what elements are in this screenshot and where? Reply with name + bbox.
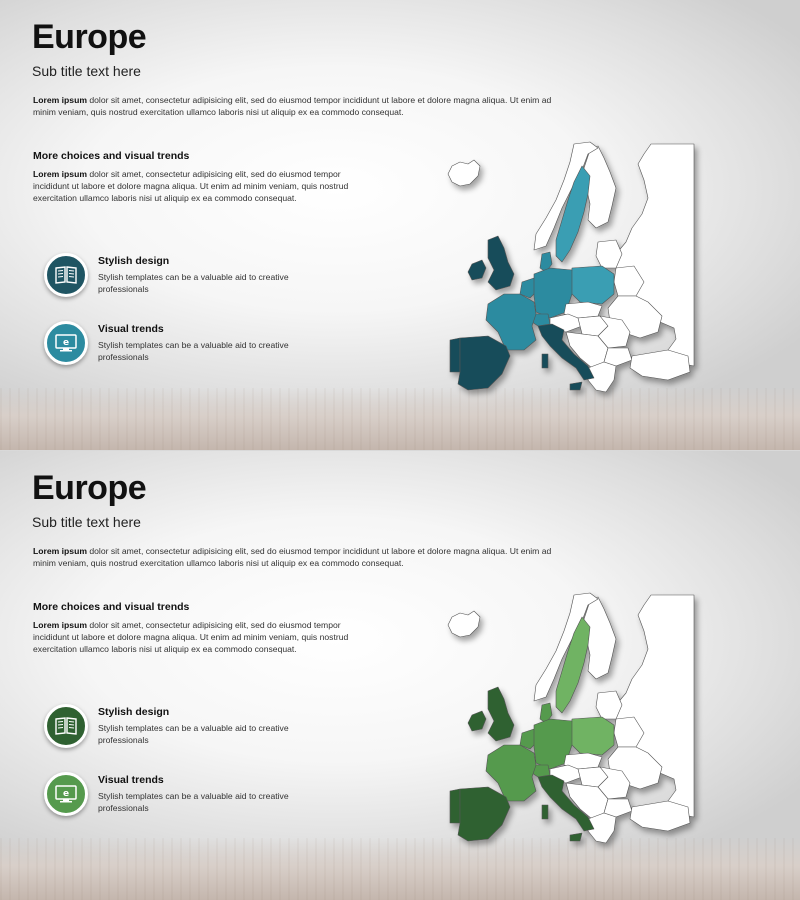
- slide-green: [0, 450, 800, 900]
- country-portugal: [450, 789, 460, 823]
- feature-badge: [44, 321, 88, 365]
- section-lead: Lorem ipsum: [33, 620, 87, 630]
- europe-map: [438, 587, 700, 849]
- country-iceland: [448, 160, 480, 186]
- intro-lead: Lorem ipsum: [33, 546, 87, 556]
- country-ireland: [468, 260, 486, 280]
- feature-title: Visual trends: [98, 774, 164, 786]
- country-poland: [570, 717, 614, 755]
- slide-subtitle: Sub title text here: [32, 63, 141, 79]
- intro-text: dolor sit amet, consectetur adipisicing elit, sed do eiusmod tempor incididunt ut labore et dolore magna aliqua. Ut enim ad minim veniam, quis nostrud exercitation ullamco laboris nisi ut aliquip ex ea commodo consequat.: [33, 546, 552, 568]
- country-uk: [488, 236, 514, 290]
- feature-description: Stylish templates can be a valuable aid to creative professionals: [98, 723, 289, 745]
- feature-description: Stylish templates can be a valuable aid to creative professionals: [98, 272, 289, 294]
- feature-visual-trends: [44, 321, 304, 367]
- feature-badge: [44, 704, 88, 748]
- feature-visual-trends: [44, 772, 304, 818]
- section-text: dolor sit amet, consectetur adipisicing elit, sed do eiusmod tempor incididunt ut labore et dolore magna aliqua. Ut enim ad minim veniam, quis nostrud exercitation ullamco laboris nisi ut aliquip ex ea commodo consequat.: [33, 169, 349, 203]
- europe-map-svg: [438, 587, 700, 849]
- svg-text:e: e: [62, 338, 70, 348]
- section-paragraph: [33, 619, 368, 655]
- section-heading: More choices and visual trends: [33, 601, 190, 613]
- country-spain: [458, 336, 510, 390]
- monitor-icon: [55, 334, 77, 352]
- feature-description: Stylish templates can be a valuable aid to creative professionals: [98, 340, 289, 362]
- feature-title: Visual trends: [98, 323, 164, 335]
- section-heading: More choices and visual trends: [33, 150, 190, 162]
- feature-description: Stylish templates can be a valuable aid to creative professionals: [98, 791, 289, 813]
- slide-title: Europe: [32, 18, 147, 56]
- europe-map: [438, 136, 700, 398]
- country-ireland: [468, 711, 486, 731]
- intro-lead: Lorem ipsum: [33, 95, 87, 105]
- feature-stylish-design: [44, 704, 304, 750]
- section-lead: Lorem ipsum: [33, 169, 87, 179]
- country-sicily: [570, 833, 582, 841]
- country-sardinia: [542, 805, 548, 819]
- section-paragraph: [33, 168, 368, 204]
- country-spain: [458, 787, 510, 841]
- section-text: dolor sit amet, consectetur adipisicing elit, sed do eiusmod tempor incididunt ut labore et dolore magna aliqua. Ut enim ad minim veniam, quis nostrud exercitation ullamco laboris nisi ut aliquip ex ea commodo consequat.: [33, 620, 349, 654]
- country-poland: [570, 266, 614, 304]
- country-portugal: [450, 338, 460, 372]
- slide-subtitle: Sub title text here: [32, 514, 141, 530]
- svg-text:e: e: [62, 789, 70, 799]
- europe-map-svg: [438, 136, 700, 398]
- feature-stylish-design: [44, 253, 304, 299]
- country-baltics: [596, 691, 622, 719]
- intro-text: dolor sit amet, consectetur adipisicing elit, sed do eiusmod tempor incididunt ut labore et dolore magna aliqua. Ut enim ad minim veniam, quis nostrud exercitation ullamco laboris nisi ut aliquip ex ea commodo consequat.: [33, 95, 552, 117]
- book-icon: [55, 717, 77, 735]
- feature-title: Stylish design: [98, 255, 170, 267]
- country-turkey: [630, 801, 690, 831]
- intro-paragraph: [33, 545, 573, 569]
- country-turkey: [630, 350, 690, 380]
- country-iceland: [448, 611, 480, 637]
- country-sicily: [570, 382, 582, 390]
- country-sardinia: [542, 354, 548, 368]
- feature-badge: [44, 253, 88, 297]
- country-baltics: [596, 240, 622, 268]
- slide-title: Europe: [32, 469, 147, 507]
- monitor-icon: [55, 785, 77, 803]
- feature-badge: [44, 772, 88, 816]
- feature-title: Stylish design: [98, 706, 170, 718]
- book-icon: [55, 266, 77, 284]
- country-uk: [488, 687, 514, 741]
- intro-paragraph: [33, 94, 573, 118]
